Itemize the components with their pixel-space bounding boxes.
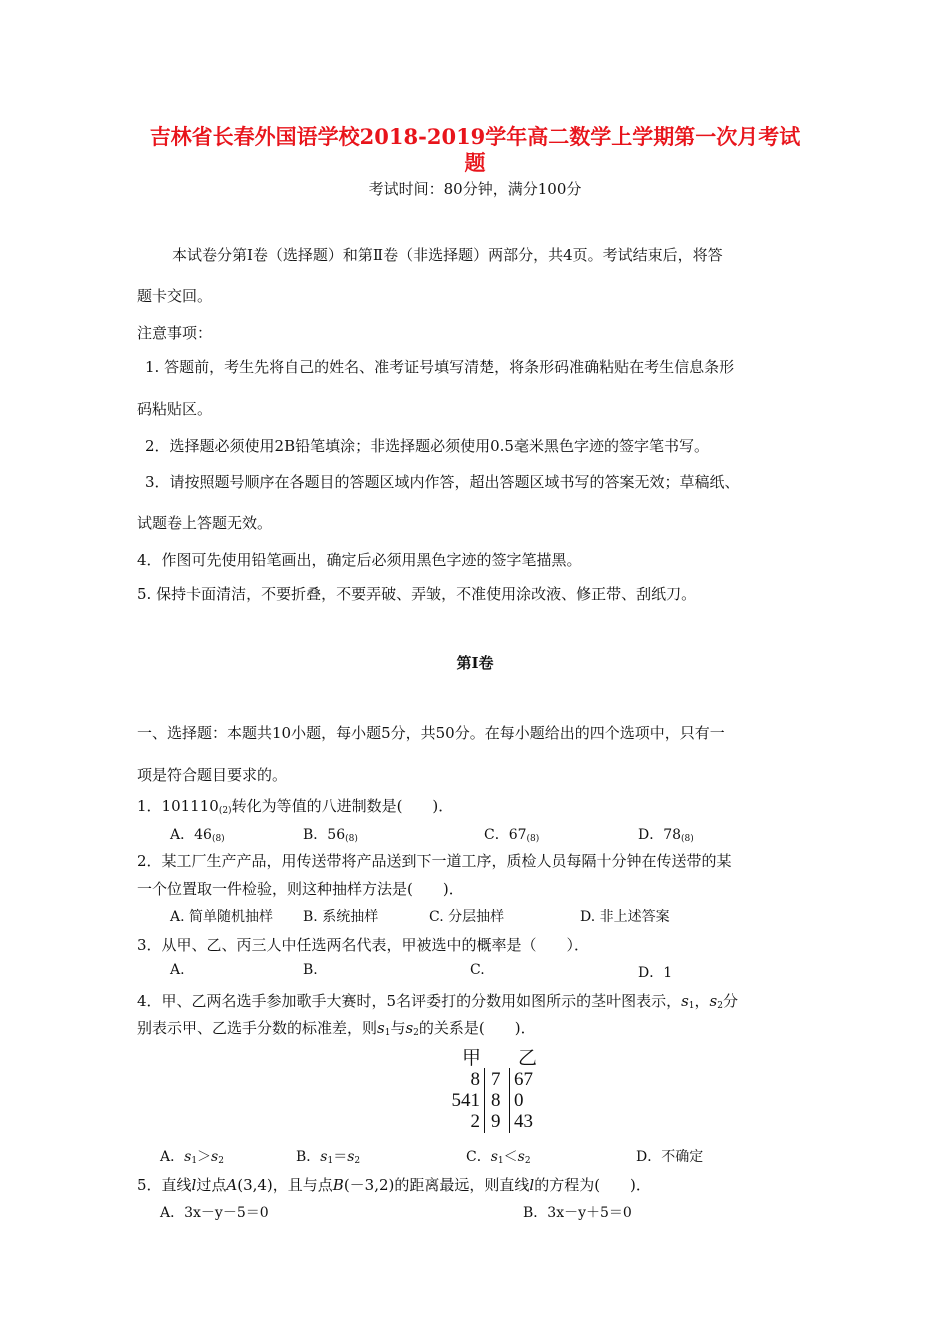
stemleaf-row2-left: 541 — [451, 1090, 480, 1111]
q1-option-a: A．$46_{(8)}$ — [170, 827, 225, 844]
stemleaf-row1-stem: 7 — [491, 1069, 501, 1090]
intro-line1: 本试卷分第Ⅰ卷（选择题）和第Ⅱ卷（非选择题）两部分，共4页。考试结束后，将答 — [172, 246, 723, 264]
exam-info: 考试时间：80分钟，满分100分 — [368, 180, 582, 198]
q2-option-b: B. 系统抽样 — [303, 909, 379, 925]
question-4-line2: 别表示甲、乙选手分数的标准差，则$s_1$与$s_2$的关系是( )． — [137, 1019, 536, 1038]
q1-option-c: C．$67_{(8)}$ — [484, 827, 540, 844]
question-4-line1: 4．甲、乙两名选手参加歌手大赛时，5名评委打的分数用如图所示的茎叶图表示，$s_1$，$s_2$分 — [137, 992, 738, 1011]
notice-item-4: 4．作图可先使用铅笔画出，确定后必须用黑色字迹的签字笔描黑。 — [137, 551, 582, 569]
q5-option-a: A．3x－y－5＝0 — [160, 1205, 269, 1221]
part1-line1: 一、选择题：本题共10小题，每小题5分，共50分。在每小题给出的四个选项中，只有一 — [137, 724, 725, 742]
q4-option-a: A．$s_1>s_2$ — [160, 1149, 224, 1166]
stemleaf-row3-left: 2 — [470, 1111, 480, 1132]
stemleaf-row2-right: 0 — [514, 1090, 524, 1111]
stemleaf-divider-left — [484, 1068, 485, 1133]
part1-line2: 项是符合题目要求的。 — [137, 766, 288, 784]
stemleaf-row3-stem: 9 — [491, 1111, 501, 1132]
q1-option-b: B．$56_{(8)}$ — [303, 827, 358, 844]
q2-option-a: A. 简单随机抽样 — [170, 909, 274, 925]
notice-item-2: 2．选择题必须使用2B铅笔填涂；非选择题必须使用0.5毫米黑色字迹的签字笔书写。 — [145, 437, 709, 455]
notice-item-1-line2: 码粘贴区。 — [137, 400, 213, 418]
question-5: 5．直线l过点A(3,4)，且与点B(－3,2)的距离最远，则直线l的方程为( )． — [137, 1176, 651, 1194]
q4-option-d: D．不确定 — [636, 1149, 704, 1165]
q1-base: (2) — [218, 806, 232, 816]
q3-option-d: D．1 — [638, 965, 673, 981]
notice-item-3-line1: 3．请按照题号顺序在各题目的答题区域内作答，超出答题区域书写的答案无效；草稿纸、 — [145, 473, 740, 491]
question-3: 3．从甲、乙、丙三人中任选两名代表，甲被选中的概率是（ ）． — [137, 936, 590, 954]
stemleaf-header-left: 甲 — [462, 1048, 482, 1069]
question-2-line1: 2．某工厂生产产品，用传送带将产品送到下一道工序，质检人员每隔十分钟在传送带的某 — [137, 852, 732, 870]
notice-item-1-line1: 1. 答题前，考生先将自己的姓名、准考证号填写清楚，将条形码准确粘贴在考生信息条形 — [145, 358, 735, 376]
q1-text: 转化为等值的八进制数是( )． — [231, 797, 454, 815]
q1-number: 1．101110 — [137, 797, 219, 815]
stemleaf-row1-right: 67 — [514, 1069, 533, 1090]
q5-option-b: B．3x－y＋5＝0 — [523, 1205, 632, 1221]
stemleaf-row2-stem: 8 — [491, 1090, 501, 1111]
intro-line2: 题卡交回。 — [137, 287, 213, 305]
notice-heading: 注意事项： — [137, 324, 213, 342]
question-2-line2: 一个位置取一件检验，则这种抽样方法是( )． — [137, 880, 464, 898]
q3-option-b: B. — [303, 962, 318, 978]
q4-option-b: B．$s_1=s_2$ — [296, 1149, 361, 1166]
q3-option-c: C. — [470, 962, 485, 978]
notice-item-3-line2: 试题卷上答题无效。 — [137, 514, 273, 532]
stemleaf-header-right: 乙 — [518, 1048, 538, 1069]
stemleaf-row1-left: 8 — [470, 1069, 480, 1090]
exam-title-line1: 吉林省长春外国语学校2018-2019学年高二数学上学期第一次月考试 — [149, 124, 801, 149]
stem-leaf-plot — [436, 1043, 556, 1133]
notice-item-5: 5. 保持卡面清洁，不要折叠，不要弄破、弄皱，不准使用涂改液、修正带、刮纸刀。 — [137, 585, 697, 603]
exam-title-line2: 题 — [464, 150, 486, 175]
stemleaf-divider-right — [509, 1068, 510, 1133]
q4-option-c: C．$s_1<s_2$ — [466, 1149, 531, 1166]
stemleaf-row3-right: 43 — [514, 1111, 533, 1132]
q2-option-d: D. 非上述答案 — [580, 909, 670, 925]
q3-option-a: A. — [170, 962, 185, 978]
q2-option-c: C. 分层抽样 — [429, 909, 505, 925]
q1-option-d: D．$78_{(8)}$ — [638, 827, 694, 844]
question-1 — [137, 795, 453, 816]
section-title: 第Ⅰ卷 — [456, 654, 494, 672]
